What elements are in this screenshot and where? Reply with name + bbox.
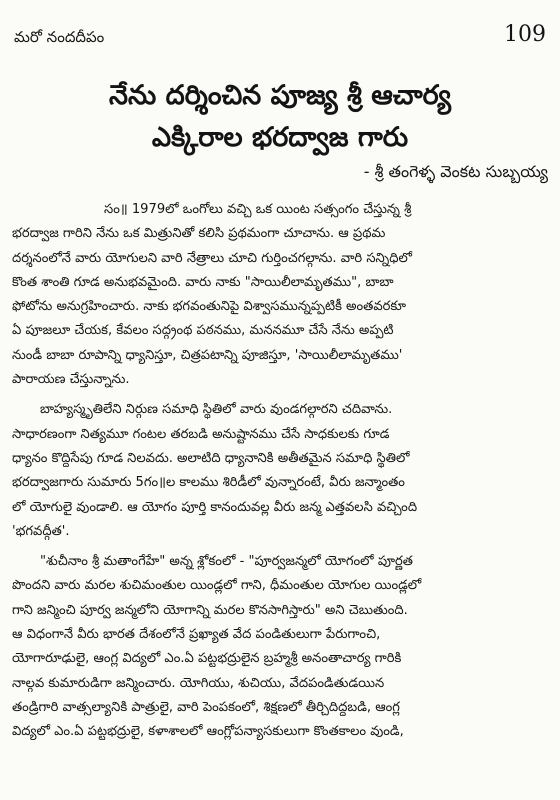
text-line: భరద్వాజ గారిని నేను ఒక మిత్రునితో కలిసి ప్రథమంగా చూచాను. ఆ ప్రథమ — [12, 226, 386, 242]
paragraph-3 — [12, 550, 550, 744]
text-line: ఏ పూజలూ చేయక, కేవలం సద్గ్రంథ పఠనము, మననమూ చేసే నేను అప్పటి — [12, 323, 394, 339]
text-line: ఆ విధంగానే వీరు భారత దేశంలోనే ప్రఖ్యాత వేద పండితులుగా పేరుగాంచి, — [12, 627, 381, 643]
text-line: నాల్గవ కుమారుడిగా జన్మించారు. యోగియు, శుచియు, వేదపండితుడయిన — [12, 675, 385, 691]
text-line: సాధారణంగా నిత్యమూ గంటల తరబడి అనుష్టానము చేసే సాధకులకు గూడ — [12, 426, 390, 442]
title-line-1: నేను దర్శించిన పూజ్య శ్రీ ఆచార్య — [109, 80, 451, 111]
paragraph-1 — [12, 198, 550, 392]
text-line: పొందని వారు మరల శుచిమంతుల యిండ్లలో గాని, ధీమంతుల యోగుల యిండ్లలో — [12, 578, 422, 594]
text-line: 'భగవద్గీత'. — [12, 523, 70, 539]
text-line: లో యోగులై వుండాలి. ఆ యోగం పూర్తి కానందువల్ల వీరు జన్మ ఎత్తవలసి వచ్చింది — [12, 499, 418, 515]
text-line: పారాయణ చేస్తున్నాను. — [12, 372, 130, 388]
text-line: విద్యలో ఎం.ఏ పట్టభద్రులై, కళాశాలలో ఆంగ్లోపన్యాసకులుగా కొంతకాలం వుండి, — [12, 724, 404, 740]
text-line: ధ్యానం కొద్దిసేపు గూడ నిలవదు. అలాటిది ధ్యానానికి అతీతమైన సమాధి స్థితిలో — [12, 450, 410, 466]
title-line-2: ఎక్కిరాల భరద్వాజ గారు — [151, 122, 409, 153]
text-line: ఫోటోను అనుగ్రహించారు. నాకు భగవంతునిపై విశ్వాసమున్నప్పటికీ అంతవరకూ — [12, 299, 407, 315]
author-byline: - శ్రీ తంగెళ్ళ వెంకట సుబ్బయ్య — [363, 162, 548, 181]
text-line: కొంత శాంతి గూడ అనుభవమైంది. వారు నాకు "సాయిలీలామృతము", బాబా — [12, 274, 394, 290]
text-line: భరద్వాజగారు సుమారు 5గం॥ల కాలము శిరిడీలో వున్నారంటే, వీరు జన్మాంతం — [12, 475, 405, 491]
page-number: 109 — [504, 22, 546, 47]
text-line: సం॥ 1979లో ఒంగోలు వచ్చి ఒక యింట సత్సంగం చేస్తున్న శ్రీ — [104, 202, 412, 217]
paragraph-2 — [12, 398, 550, 544]
text-line: "శుచీనాం శ్రీ మతాంగేహే" అన్న శ్లోకంలో - "పూర్వజన్మలో యోగంలో పూర్ణత — [40, 554, 413, 570]
text-line: దర్శనంలోనే వారు యోగులని వారి నేత్రాలు చూచి గుర్తించగల్గాను. వారి సన్నిధిలో — [12, 250, 412, 266]
text-line: యోగారూఢులై, ఆంగ్ల విద్యలో ఎం.ఏ పట్టభద్రులైన బ్రహ్మశ్రీ అనంతాచార్య గారికి — [12, 651, 402, 667]
text-line: నుండీ బాబా రూపాన్ని ధ్యానిస్తూ, చిత్రపటాన్ని పూజిస్తూ, 'సాయిలీలామృతము' — [12, 347, 403, 363]
text-line: బాహ్యస్మృతిలేని నిర్గుణ సమాధి స్థితిలో వారు వుండగల్గారని చదివాను. — [40, 402, 393, 418]
article-body — [12, 198, 550, 751]
running-head: మరో నందదీపం — [14, 28, 105, 46]
text-line: తండ్రిగారి వాత్సల్యానికి పాత్రులై, వారి పెంపకంలో, శిక్షణలో తీర్చిదిద్దబడి, ఆంగ్ల — [12, 699, 400, 715]
page-header — [14, 22, 546, 58]
text-line: గాని జన్మించి పూర్వ జన్మలోని యోగాన్ని మరల కొనసాగిస్తారు" అని చెబుతుంది. — [12, 602, 408, 618]
